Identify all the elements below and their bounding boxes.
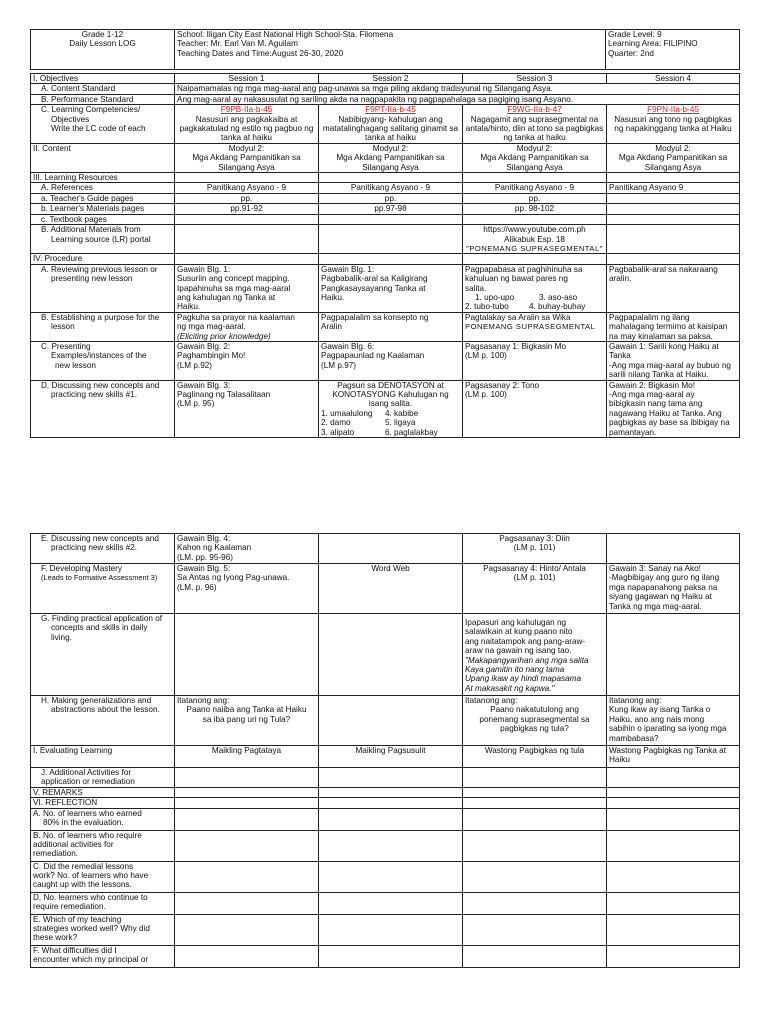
- activity-cell: Gawain Blg. 2: Paghambingin Mo! (LM p.92): [175, 341, 319, 380]
- session-header: Session 2: [319, 74, 463, 84]
- module-cell: Modyul 2: Mga Akdang Pampanitikan sa Silangang Asya: [175, 143, 319, 172]
- textbook-row: [31, 214, 740, 224]
- youtube-link[interactable]: https://www.youtube.com.ph: [483, 225, 586, 235]
- module-cell: Modyul 2: Mga Akdang Pampanitikan sa Silangang Asya: [319, 143, 463, 172]
- lc-code: F9PN-IIa-b-45: [647, 105, 699, 115]
- activity-cell: Itatanong ang: Paano naiiba ang Tanka at Haiku sa iba pang uri ng Tula?: [175, 696, 319, 746]
- resources-row: [31, 173, 740, 183]
- row-label: B. Additional Materials from Learning source (LR) portal: [31, 225, 175, 254]
- lc-code: F9PT-IIa-b-45: [365, 105, 416, 115]
- row-label: F. What difficulties did I encounter which my principal or: [31, 945, 175, 967]
- session-header: Session 1: [175, 74, 319, 84]
- row-label: D. Discussing new concepts and practicing new skills #1.: [31, 380, 175, 437]
- evaluation-cell: Maikling Pagtataya: [175, 746, 319, 768]
- row-label: F. Developing Mastery (Leads to Formative Assessment 3): [31, 564, 175, 614]
- procedure-e-row: [31, 534, 740, 564]
- procedure-d-row: [31, 380, 740, 437]
- row-label: a. Teacher's Guide pages: [31, 193, 175, 203]
- evaluation-cell: Wastong Pagbigkas ng tula: [463, 746, 607, 768]
- remarks-row: [31, 787, 740, 797]
- additional-materials: https://www.youtube.com.ph Alikabuk Esp. 18 "PONEMANG SUPRASEGMENTAL": [463, 225, 607, 254]
- row-label: C. Presenting Examples/instances of the new lesson: [31, 341, 175, 380]
- competency-cell: F9WG-IIa-b-47 Nagagamit ang suprasegmental na antala/hinto, diin at tono sa pagbigkas ng tanka at haiku: [463, 105, 607, 144]
- row-label: A. Content Standard: [31, 84, 175, 94]
- activity-cell: Pagpapalalim ng ilang mahalagang termimo at kaisipan na may kinalaman sa paksa.: [607, 312, 740, 341]
- row-label: B. No. of learners who require additional activities for remediation.: [31, 830, 175, 861]
- activity-cell: Word Web: [319, 564, 463, 614]
- activity-cell: Pagsasanay 1: Bigkasin Mo (LM p. 100): [463, 341, 607, 380]
- activity-cell: Pagbabalik-aral sa nakaraang aralin.: [607, 264, 740, 312]
- row-label: A. References: [31, 183, 175, 193]
- reflection-a-row: [31, 808, 740, 830]
- content-standard: Naipamamalas ng mga mag-aaral ang pag-unawa sa mga piling akdang tradisyunal ng Silangang Asya.: [175, 84, 740, 94]
- procedure-f-row: [31, 564, 740, 614]
- lm-row: b. Learner's Materials pages pp.91-92 pp.97-98 pp. 98-102: [31, 204, 740, 214]
- row-label: B. Establishing a purpose for the lesson: [31, 312, 175, 341]
- activity-cell: Pagsasanay 2: Tono (LM p. 100): [463, 380, 607, 437]
- activity-cell: Pagkuha sa prayor na kaalaman ng mga mag-aaral. (Eliciting prior knowledge): [175, 312, 319, 341]
- reflection-c-row: [31, 861, 740, 892]
- reflection-f-row: [31, 945, 740, 967]
- row-label: E. Discussing new concepts and practicing new skills #2.: [31, 534, 175, 564]
- row-label: A. No. of learners who earned 80% in the evaluation.: [31, 808, 175, 830]
- competencies-row: [31, 105, 740, 144]
- reference: Panitikang Asyano - 9: [175, 183, 319, 193]
- lc-code: F9WG-IIa-b-47: [507, 105, 562, 115]
- reference: Panitikang Asyano - 9: [463, 183, 607, 193]
- activity-cell: Pagpapalalim sa konsepto ng Aralin: [319, 312, 463, 341]
- activity-cell: Pagsasanay 4: Hinto/ Antala (LM p. 101): [463, 564, 607, 614]
- procedure-a-row: [31, 264, 740, 312]
- school-name: School: Iligan City East National High School-Sta. Filomena: [177, 30, 394, 39]
- header-table: [30, 29, 740, 70]
- procedure-i-row: [31, 746, 740, 768]
- grade-info: [606, 30, 740, 70]
- activity-cell: Gawain Blg. 4: Kahon ng Kaalaman (LM. pp. 95-96): [175, 534, 319, 564]
- row-label: C. Did the remedial lessons work? No. of learners who have caught up with the lessons.: [31, 861, 175, 892]
- session-header: Session 3: [463, 74, 607, 84]
- lesson-table-page2: [30, 533, 740, 968]
- teacher-name: Teacher: Mr. Earl Van M. Aguilam: [177, 39, 298, 49]
- activity-cell: Gawain Blg. 1: Pagbabalik-aral sa Kaligirang Pangkasaysayanng Tanka at Haiku.: [319, 264, 463, 312]
- procedure-c-row: [31, 341, 740, 380]
- activity-cell: Pagsuri sa DENOTASYON at KONOTASYONG Kahulugan ng isang salita. 1. umaalulong 4. kabibe2. damo 5. ligaya3. alipato 6. paglalakbay: [319, 380, 463, 437]
- evaluation-cell: Wastong Pagbigkas ng Tanka at Haiku: [607, 746, 740, 768]
- sessions-row: [31, 74, 740, 84]
- objectives-label: I. Objectives: [31, 74, 175, 84]
- procedure-g-row: [31, 614, 740, 696]
- activity-cell: Pagtalakay sa Aralin sa Wika PONEMANG SUPRASEGMENTAL: [463, 312, 607, 341]
- activity-cell: Gawain Blg. 1: Susuriin ang concept mapping. Ipapahinuha sa mga mag-aaral ang kahulugan ng Tanka at Haiku.: [175, 264, 319, 312]
- activity-cell: Itatanong ang: Kung ikaw ay isang Tanka o Haiku, ano ang nais mong sabihin o iparating sa iyong mga mambabasa?: [607, 696, 740, 746]
- row-label: A. Reviewing previous lesson or presenting new lesson: [31, 264, 175, 312]
- procedure-label: IV. Procedure: [31, 254, 175, 264]
- quarter: Quarter: 2nd: [608, 48, 654, 58]
- content-row: [31, 143, 740, 172]
- activity-cell: Pagsasanay 3: Diin (LM p. 101): [463, 534, 607, 564]
- activity-cell: Gawain 2: Bigkasin Mo! -Ang mga mag-aaral ay bibigkasin nang tama ang nagawang Haiku at Tanka. Ang pagbigkas ay base sa ibibigay na pamantayan.: [607, 380, 740, 437]
- learning-area: Learning Area: FILIPINO: [608, 39, 698, 49]
- reference: Panitikang Asyano - 9: [319, 183, 463, 193]
- title-line: Daily Lesson LOG: [69, 39, 136, 49]
- procedure-h-row: [31, 696, 740, 746]
- resources-label: III. Learning Resources: [31, 173, 175, 183]
- row-label: E. Which of my teaching strategies worked well? Why did these work?: [31, 914, 175, 945]
- school-info: [175, 30, 606, 70]
- remarks-label: V. REMARKS: [31, 787, 175, 797]
- row-label: B. Performance Standard: [31, 94, 175, 104]
- activity-cell: Gawain Blg. 5: Sa Antas ng Iyong Pag-unawa. (LM. p. 96): [175, 564, 319, 614]
- lesson-table-page1: [30, 73, 740, 438]
- content-label: II. Content: [31, 143, 175, 172]
- row-label: H. Making generalizations and abstractions about the lesson.: [31, 696, 175, 746]
- module-cell: Modyul 2: Mga Akdang Pampanitikan sa Silangang Asya: [463, 143, 607, 172]
- activity-cell: Gawain 1: Sarili kong Haiku at Tanka -Ang mga mag-aaral ay bubuo ng sarili nilang Tanka at Haiku.: [607, 341, 740, 380]
- reflection-d-row: [31, 892, 740, 914]
- activity-cell: Ipapasuri ang kahulugan ng salawikain at kung paano nito ang naitatampok ang pang-araw- araw na gawain ng isang tao. "Makapangyarihan ang mga salita Kaya gamitin ito nang tama Upang ikaw ay hindi mapasama At makasakit ng kapwa.": [463, 614, 607, 696]
- activity-cell: Pagpapabasa at paghihinuha sa kahuluan ng bawat pares ng salita. 1. upo-upo 3. aso-aso2. tubo-tubo 4. buhay-buhay: [463, 264, 607, 312]
- title-cell: [31, 30, 175, 70]
- module-cell: Modyul 2: Mga Akdang Pampanitikan sa Silangang Asya: [607, 143, 740, 172]
- procedure-row: [31, 254, 740, 264]
- reflection-e-row: [31, 914, 740, 945]
- procedure-j-row: [31, 768, 740, 788]
- reflection-row: [31, 798, 740, 808]
- competency-cell: F9PN-IIa-b-45 Nasusuri ang tono ng pagbigkas ng napakinggang tanka at Haiku: [607, 105, 740, 144]
- row-label: c. Textbook pages: [31, 214, 175, 224]
- references-row: [31, 183, 740, 193]
- procedure-b-row: [31, 312, 740, 341]
- reflection-b-row: [31, 830, 740, 861]
- content-standard-row: [31, 84, 740, 94]
- evaluation-cell: Maikling Pagsusulit: [319, 746, 463, 768]
- performance-standard: Ang mag-aaral ay nakasusulat ng sariling akda na nagpapakita ng pagpapahalaga sa pagiging isang Asyano.: [175, 94, 740, 104]
- session-header: Session 4: [607, 74, 740, 84]
- row-label: J. Additional Activities for application or remediation: [31, 768, 175, 788]
- row-label: D. No. learners who continue to require remediation.: [31, 892, 175, 914]
- additional-materials-row: [31, 225, 740, 254]
- lc-code: F9PB-IIa-b-45: [220, 105, 273, 115]
- grade-level: Grade Level: 9: [608, 30, 662, 39]
- teaching-dates: Teaching Dates and Time:August 26-30, 2020: [177, 48, 344, 58]
- activity-cell: Gawain 3: Sanay na Ako! -Magbibigay ang guro ng ilang mga napapanahong paksa na siyang gagawan ng Haiku at Tanka ng mga mag-aaral.: [607, 564, 740, 614]
- activity-cell: Itatanong ang: Paano nakatutulong ang ponemang suprasegmental sa pagbigkas ng tula?: [463, 696, 607, 746]
- title-line: Grade 1-12: [81, 30, 124, 39]
- tg-row: a. Teacher's Guide pages pp. pp. pp.: [31, 193, 740, 203]
- row-label: G. Finding practical application of concepts and skills in daily living.: [31, 614, 175, 696]
- reflection-label: VI. REFLECTION: [31, 798, 175, 808]
- row-label: C. Learning Competencies/ Objectives Write the LC code of each: [31, 105, 175, 144]
- competency-cell: F9PB-IIa-b-45 Nasusuri ang pagkakaiba at pagkakatulad ng estilo ng pagbuo ng tanka at haiku: [175, 105, 319, 144]
- row-label: b. Learner's Materials pages: [31, 204, 175, 214]
- row-label: I. Evaluating Learning: [31, 746, 175, 768]
- activity-cell: Gawain Blg. 3: Paglinang ng Talasalitaan (LM p. 95): [175, 380, 319, 437]
- performance-standard-row: [31, 94, 740, 104]
- activity-cell: Gawain Blg. 6: Pagpapaunlad ng Kaalaman (LM p.97): [319, 341, 463, 380]
- reference: Panitikang Asyano 9: [607, 183, 740, 193]
- competency-cell: F9PT-IIa-b-45 Nabibigyang- kahulugan ang matatalinghagang salitang ginamit sa tanka at haiku: [319, 105, 463, 144]
